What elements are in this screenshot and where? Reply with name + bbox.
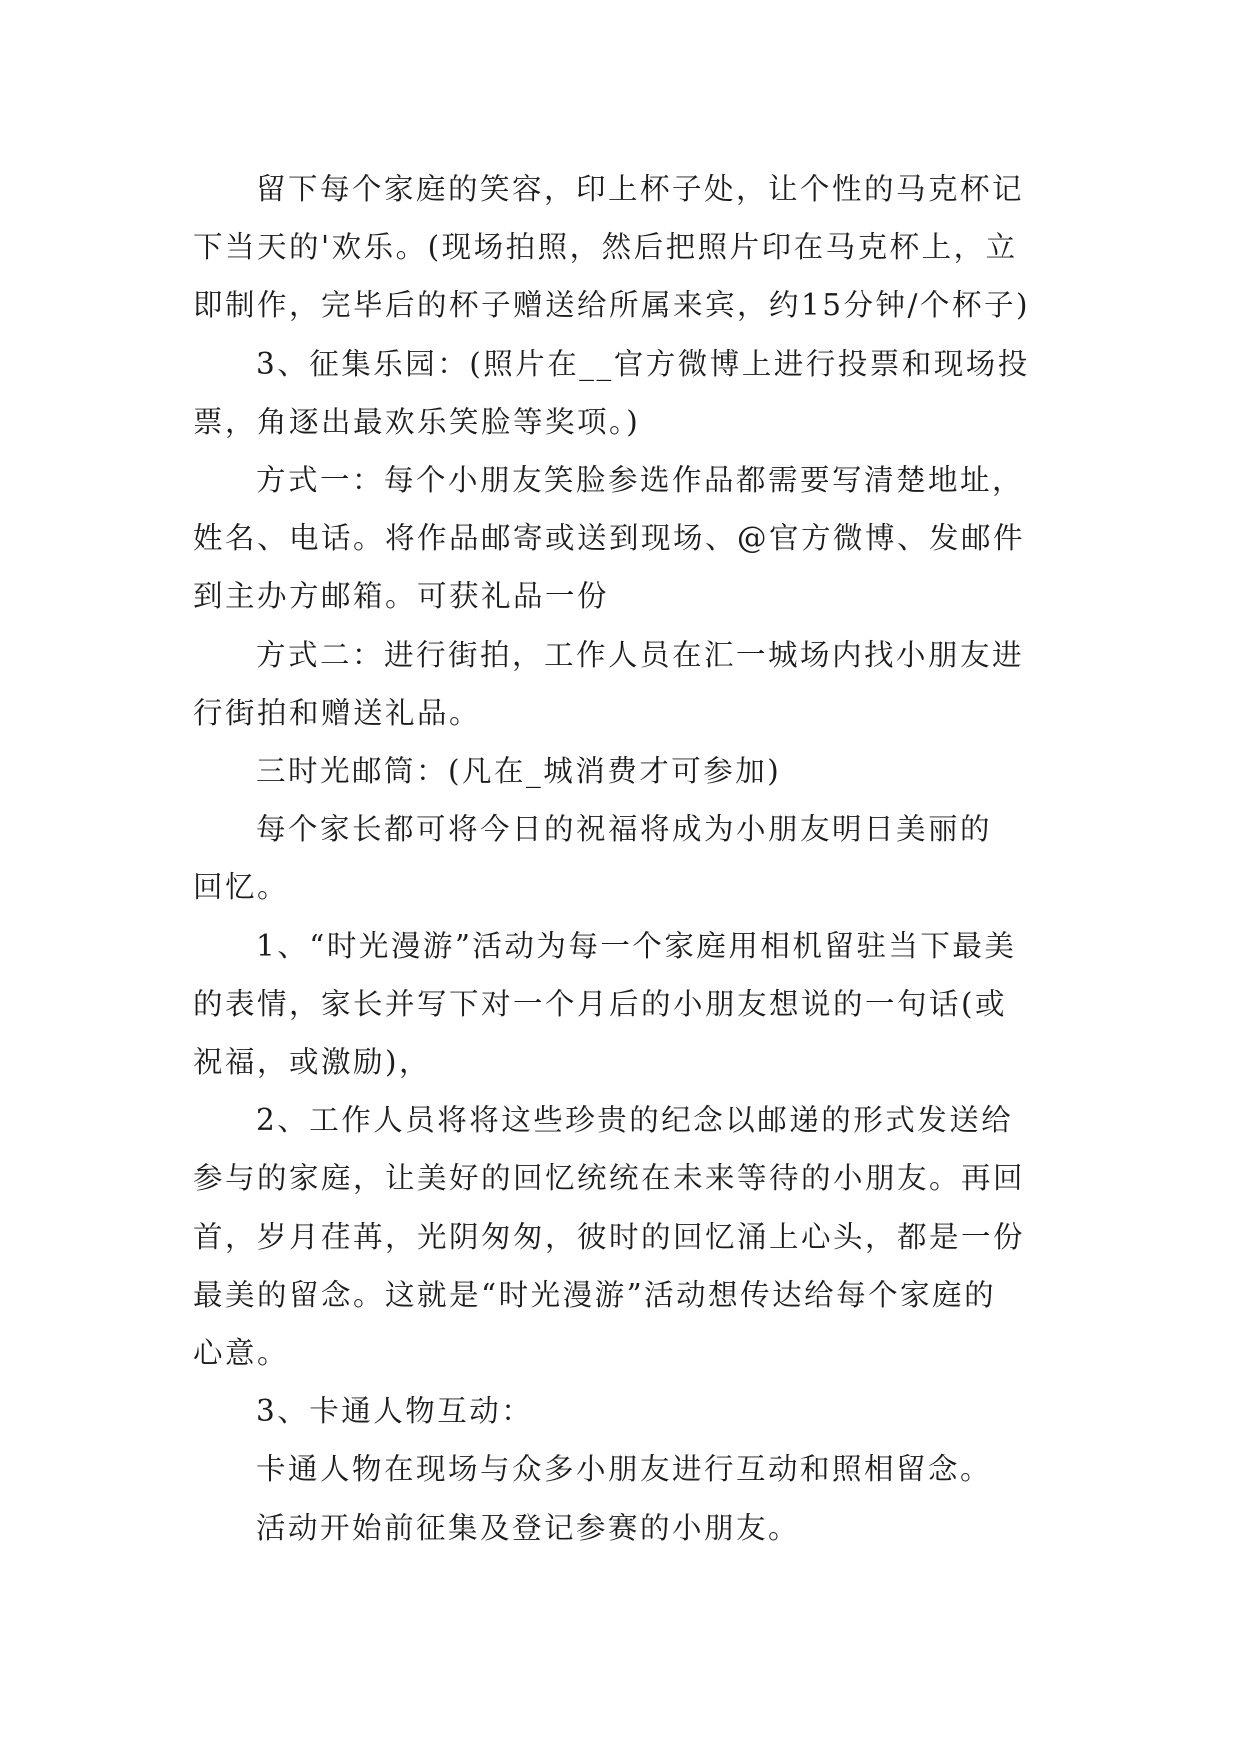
- paragraph-p7: [193, 917, 1053, 1092]
- paragraph-p4: [193, 626, 1053, 742]
- text-line: 即制作，完毕后的杯子赠送给所属来宾，约15分钟/个杯子): [193, 288, 1030, 323]
- text-line: 方式一：每个小朋友笑脸参选作品都需要写清楚地址，: [256, 463, 1025, 498]
- text-line: 方式二：进行街拍，工作人员在汇一城场内找小朋友进: [256, 637, 1025, 672]
- text-line: 回忆。: [193, 870, 290, 905]
- text-line: 的表情，家长并写下对一个月后的小朋友想说的一句话(或: [193, 986, 1008, 1021]
- text-line: 2、工作人员将将这些珍贵的纪念以邮递的形式发送给: [256, 1103, 1014, 1138]
- text-line: 三时光邮筒：(凡在_城消费才可参加): [256, 754, 782, 789]
- text-line: 留下每个家庭的笑容，印上杯子处，让个性的马克杯记: [256, 172, 1025, 206]
- paragraph-p2: [193, 335, 1053, 451]
- paragraph-p10: [193, 1440, 1053, 1498]
- text-line: 参与的家庭，让美好的回忆统统在未来等待的小朋友。再回: [193, 1161, 1026, 1196]
- text-line: 行街拍和赠送礼品。: [193, 695, 482, 730]
- paragraph-p3: [193, 451, 1053, 626]
- paragraph-p9: [193, 1382, 1053, 1440]
- text-line: 姓名、电话。将作品邮寄或送到现场、@官方微博、发邮件: [193, 521, 1026, 556]
- document-body: [193, 160, 1053, 1557]
- text-line: 活动开始前征集及登记参赛的小朋友。: [256, 1510, 801, 1545]
- text-line: 卡通人物在现场与众多小朋友进行互动和照相留念。: [256, 1452, 993, 1487]
- text-line: 3、卡通人物互动：: [256, 1394, 534, 1429]
- text-line: 祝福，或激励)，: [193, 1045, 432, 1080]
- text-line: 最美的留念。这就是“时光漫游”活动想传达给每个家庭的: [193, 1277, 997, 1312]
- text-line: 每个家长都可将今日的祝福将成为小朋友明日美丽的: [256, 812, 993, 847]
- paragraph-p1: [193, 160, 1053, 335]
- text-line: 下当天的'欢乐。(现场拍照，然后把照片印在马克杯上，立: [193, 230, 1018, 265]
- paragraph-p6: [193, 800, 1053, 916]
- text-line: 到主办方邮箱。可获礼品一份: [193, 579, 610, 614]
- text-line: 票，角逐出最欢乐笑脸等奖项。): [193, 404, 641, 439]
- text-line: 1、“时光漫游”活动为每一个家庭用相机留驻当下最美: [256, 928, 1017, 963]
- text-line: 3、征集乐园：(照片在__官方微博上进行投票和现场投: [256, 346, 1030, 381]
- text-line: 首，岁月荏苒，光阴匆匆，彼时的回忆涌上心头，都是一份: [193, 1219, 1026, 1254]
- paragraph-p8: [193, 1091, 1053, 1382]
- text-line: 心意。: [193, 1336, 290, 1371]
- paragraph-p5: [193, 742, 1053, 800]
- paragraph-p11: [193, 1499, 1053, 1557]
